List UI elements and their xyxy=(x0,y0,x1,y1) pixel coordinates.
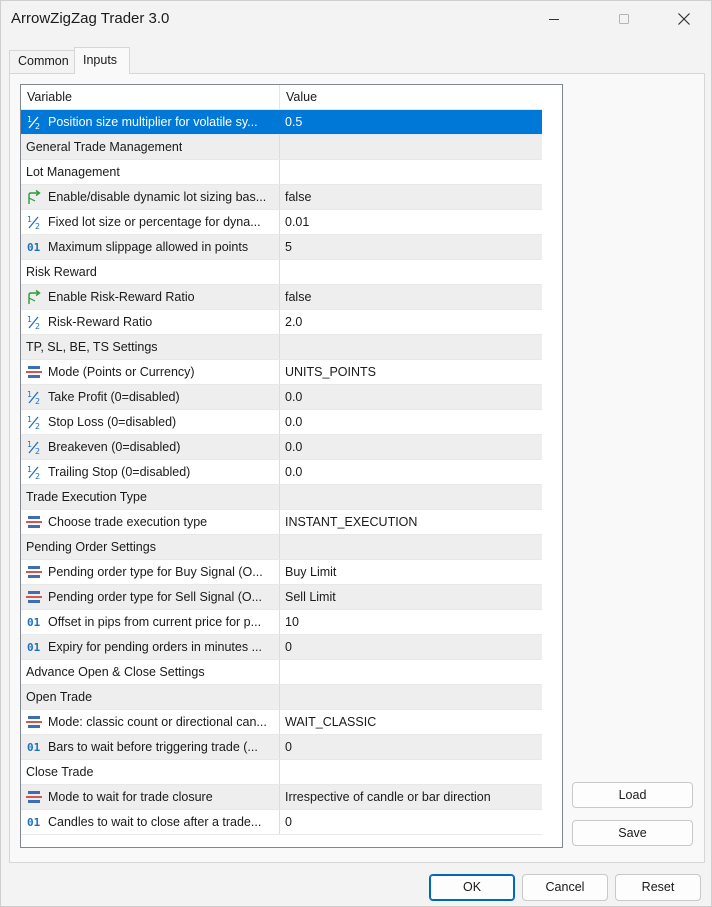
value-cell[interactable]: UNITS_POINTS xyxy=(285,365,376,379)
enumeration-icon xyxy=(25,514,43,530)
enumeration-icon xyxy=(25,714,43,730)
variable-cell[interactable] xyxy=(21,335,280,359)
input-row[interactable] xyxy=(21,310,542,335)
value-cell[interactable]: false xyxy=(285,290,312,304)
variable-cell[interactable] xyxy=(21,110,280,134)
save-button[interactable]: Save xyxy=(572,820,693,846)
group-row[interactable] xyxy=(21,485,542,510)
input-row[interactable] xyxy=(21,635,542,660)
group-row[interactable] xyxy=(21,160,542,185)
boolean-arrow-icon xyxy=(25,189,43,205)
variable-cell[interactable] xyxy=(21,360,280,384)
input-row[interactable] xyxy=(21,210,542,235)
input-row[interactable] xyxy=(21,185,542,210)
svg-text:2: 2 xyxy=(35,422,41,430)
input-row[interactable] xyxy=(21,785,542,810)
input-row[interactable] xyxy=(21,710,542,735)
inputs-grid[interactable] xyxy=(20,84,563,848)
svg-text:1: 1 xyxy=(27,390,33,399)
svg-text:1: 1 xyxy=(27,215,33,224)
variable-name: Lot Management xyxy=(26,165,120,179)
variable-cell[interactable] xyxy=(21,285,280,309)
svg-text:2: 2 xyxy=(35,322,41,330)
svg-text:1: 1 xyxy=(27,115,33,124)
input-row[interactable] xyxy=(21,235,542,260)
variable-cell[interactable] xyxy=(21,710,280,734)
value-cell[interactable]: 5 xyxy=(285,240,292,254)
variable-name: Maximum slippage allowed in points xyxy=(48,240,249,254)
grid-header xyxy=(21,85,542,110)
variable-cell[interactable] xyxy=(21,135,280,159)
variable-name: General Trade Management xyxy=(26,140,183,154)
value-cell[interactable]: 0.5 xyxy=(285,115,303,129)
minimize-icon xyxy=(548,13,560,25)
group-row[interactable] xyxy=(21,685,542,710)
boolean-arrow-icon xyxy=(25,289,43,305)
cancel-button[interactable]: Cancel xyxy=(522,874,608,901)
svg-text:01: 01 xyxy=(27,816,41,829)
variable-cell[interactable] xyxy=(21,160,280,184)
variable-name: Mode: classic count or directional can... xyxy=(48,715,267,729)
load-button[interactable]: Load xyxy=(572,782,693,808)
close-icon xyxy=(677,12,691,26)
variable-cell[interactable] xyxy=(21,435,280,459)
tab-inputs[interactable]: Inputs xyxy=(74,47,130,74)
svg-text:01: 01 xyxy=(27,641,41,654)
group-row[interactable] xyxy=(21,535,542,560)
input-row[interactable] xyxy=(21,285,542,310)
svg-text:2: 2 xyxy=(35,397,41,405)
variable-name: Take Profit (0=disabled) xyxy=(48,390,180,404)
minimize-button[interactable] xyxy=(531,1,577,37)
input-row[interactable] xyxy=(21,460,542,485)
group-row[interactable] xyxy=(21,760,542,785)
enumeration-icon xyxy=(25,589,43,605)
value-cell[interactable]: 0.0 xyxy=(285,465,303,479)
variable-name: Trade Execution Type xyxy=(26,490,147,504)
group-row[interactable] xyxy=(21,335,542,360)
reset-button[interactable]: Reset xyxy=(615,874,701,901)
value-cell[interactable]: INSTANT_EXECUTION xyxy=(285,515,418,529)
input-row[interactable] xyxy=(21,810,542,835)
input-row[interactable] xyxy=(21,510,542,535)
variable-cell[interactable] xyxy=(21,760,280,784)
svg-text:1: 1 xyxy=(27,315,33,324)
variable-cell[interactable] xyxy=(21,485,280,509)
group-row[interactable] xyxy=(21,260,542,285)
input-row[interactable] xyxy=(21,360,542,385)
value-cell[interactable]: 10 xyxy=(285,615,299,629)
fraction-icon xyxy=(25,439,43,455)
variable-name: Breakeven (0=disabled) xyxy=(48,440,181,454)
variable-cell[interactable] xyxy=(21,260,280,284)
variable-name: Mode (Points or Currency) xyxy=(48,365,195,379)
value-cell xyxy=(280,660,542,684)
window-title: ArrowZigZag Trader 3.0 xyxy=(11,10,170,27)
variable-name: Pending Order Settings xyxy=(26,540,156,554)
input-row[interactable] xyxy=(21,410,542,435)
variable-cell[interactable] xyxy=(21,210,280,234)
column-header-variable[interactable]: Variable xyxy=(21,85,280,109)
variable-cell[interactable] xyxy=(21,685,280,709)
variable-name: Advance Open & Close Settings xyxy=(26,665,205,679)
svg-text:01: 01 xyxy=(27,616,41,629)
svg-text:01: 01 xyxy=(27,241,41,254)
svg-text:2: 2 xyxy=(35,122,41,130)
variable-cell[interactable] xyxy=(21,735,280,759)
input-row[interactable] xyxy=(21,610,542,635)
enumeration-icon xyxy=(25,564,43,580)
variable-cell[interactable] xyxy=(21,235,280,259)
variable-name: Enable/disable dynamic lot sizing bas... xyxy=(48,190,267,204)
svg-text:2: 2 xyxy=(35,222,41,230)
maximize-button[interactable] xyxy=(601,1,647,37)
variable-name: Pending order type for Buy Signal (O... xyxy=(48,565,263,579)
variable-name: Expiry for pending orders in minutes ... xyxy=(48,640,262,654)
variable-name: TP, SL, BE, TS Settings xyxy=(26,340,158,354)
input-row[interactable] xyxy=(21,735,542,760)
fraction-icon xyxy=(25,114,43,130)
close-button[interactable] xyxy=(661,1,707,37)
value-cell xyxy=(280,535,542,559)
value-cell xyxy=(280,485,542,509)
variable-cell[interactable] xyxy=(21,185,280,209)
value-cell[interactable]: 0.0 xyxy=(285,390,303,404)
value-cell[interactable]: Buy Limit xyxy=(285,565,337,579)
variable-name: Open Trade xyxy=(26,690,93,704)
enumeration-icon xyxy=(25,789,43,805)
variable-cell[interactable] xyxy=(21,785,280,809)
input-row[interactable] xyxy=(21,560,542,585)
value-cell[interactable]: 0 xyxy=(285,815,292,829)
variable-cell[interactable] xyxy=(21,635,280,659)
svg-text:01: 01 xyxy=(27,741,41,754)
integer-icon xyxy=(25,239,43,255)
fraction-icon xyxy=(25,314,43,330)
value-cell xyxy=(280,335,542,359)
variable-cell[interactable] xyxy=(21,810,280,834)
variable-cell[interactable] xyxy=(21,410,280,434)
value-cell[interactable]: 2.0 xyxy=(285,315,303,329)
variable-name: Enable Risk-Reward Ratio xyxy=(48,290,195,304)
value-cell[interactable]: 0.0 xyxy=(285,440,303,454)
input-row[interactable] xyxy=(21,435,542,460)
variable-name: Stop Loss (0=disabled) xyxy=(48,415,177,429)
input-row[interactable] xyxy=(21,110,542,135)
value-cell[interactable]: 0.01 xyxy=(285,215,310,229)
value-cell[interactable]: 0.0 xyxy=(285,415,303,429)
fraction-icon xyxy=(25,414,43,430)
variable-name: Trailing Stop (0=disabled) xyxy=(48,465,191,479)
group-row[interactable] xyxy=(21,135,542,160)
group-row[interactable] xyxy=(21,660,542,685)
variable-name: Risk Reward xyxy=(26,265,97,279)
value-cell xyxy=(280,135,542,159)
variable-name: Position size multiplier for volatile sy... xyxy=(48,115,258,129)
variable-cell[interactable] xyxy=(21,385,280,409)
svg-text:2: 2 xyxy=(35,447,41,455)
grid-body xyxy=(21,85,542,835)
variable-name: Mode to wait for trade closure xyxy=(48,790,213,804)
value-cell xyxy=(280,160,542,184)
svg-text:1: 1 xyxy=(27,415,33,424)
variable-cell[interactable] xyxy=(21,585,280,609)
value-cell xyxy=(280,685,542,709)
variable-name: Offset in pips from current price for p... xyxy=(48,615,262,629)
variable-name: Fixed lot size or percentage for dyna... xyxy=(48,215,261,229)
fraction-icon xyxy=(25,464,43,480)
title-bar xyxy=(1,1,711,38)
ok-button[interactable]: OK xyxy=(429,874,515,901)
variable-cell[interactable] xyxy=(21,310,280,334)
input-row[interactable] xyxy=(21,585,542,610)
variable-name: Choose trade execution type xyxy=(48,515,208,529)
variable-cell[interactable] xyxy=(21,510,280,534)
svg-text:1: 1 xyxy=(27,465,33,474)
fraction-icon xyxy=(25,214,43,230)
value-cell[interactable]: 0 xyxy=(285,640,292,654)
variable-name: Pending order type for Sell Signal (O... xyxy=(48,590,263,604)
value-cell[interactable]: false xyxy=(285,190,312,204)
value-cell[interactable]: Irrespective of candle or bar direction xyxy=(285,790,491,804)
value-cell xyxy=(280,260,542,284)
value-cell[interactable]: Sell Limit xyxy=(285,590,336,604)
integer-icon xyxy=(25,639,43,655)
variable-cell[interactable] xyxy=(21,535,280,559)
variable-cell[interactable] xyxy=(21,460,280,484)
svg-text:2: 2 xyxy=(35,472,41,480)
variable-cell[interactable] xyxy=(21,660,280,684)
fraction-icon xyxy=(25,389,43,405)
svg-text:1: 1 xyxy=(27,440,33,449)
column-header-value[interactable]: Value xyxy=(286,90,318,104)
integer-icon xyxy=(25,614,43,630)
value-cell[interactable]: 0 xyxy=(285,740,292,754)
value-cell xyxy=(280,760,542,784)
value-cell[interactable]: WAIT_CLASSIC xyxy=(285,715,377,729)
enumeration-icon xyxy=(25,364,43,380)
variable-name: Candles to wait to close after a trade... xyxy=(48,815,262,829)
variable-name: Bars to wait before triggering trade (... xyxy=(48,740,258,754)
integer-icon xyxy=(25,814,43,830)
variable-cell[interactable] xyxy=(21,610,280,634)
variable-cell[interactable] xyxy=(21,560,280,584)
input-row[interactable] xyxy=(21,385,542,410)
integer-icon xyxy=(25,739,43,755)
maximize-icon xyxy=(618,13,630,25)
variable-name: Risk-Reward Ratio xyxy=(48,315,153,329)
tab-common[interactable]: Common xyxy=(9,50,75,73)
variable-name: Close Trade xyxy=(26,765,94,779)
